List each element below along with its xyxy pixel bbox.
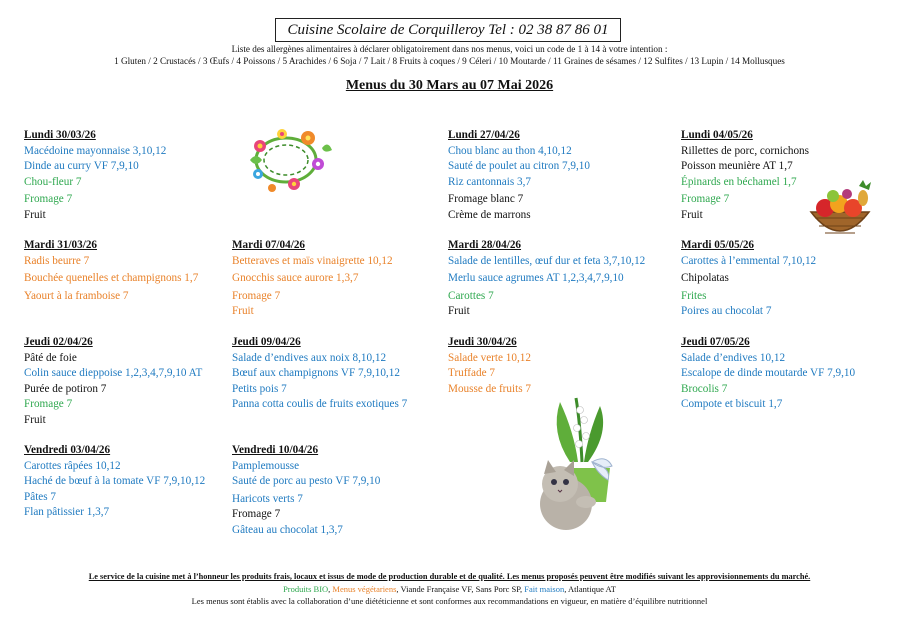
menu-item: Purée de potiron 7: [24, 382, 107, 395]
menu-item: Bouchée quenelles et champignons 1,7: [24, 272, 199, 284]
menu-item: Carottes 7: [448, 289, 494, 302]
day-title: Vendredi 03/04/26: [24, 444, 111, 456]
menu-day-mardi-05-05: [681, 238, 816, 320]
menu-item: Fromage 7: [232, 508, 281, 520]
menu-day-lundi-04-05: [681, 128, 809, 223]
menu-item: Fruit: [232, 305, 254, 317]
footer-quality-statement: Le service de la cuisine met à l’honneur les produits frais, locaux et issus de mode de production durable et de qualité. Les menus proposés peuvent être modifiés suivant les approvisionnements du marché.: [88, 572, 811, 581]
day-title: Jeudi 30/04/26: [448, 336, 517, 348]
menu-item: Frites: [681, 289, 707, 302]
menu-day-vendredi-10-04: [232, 443, 380, 538]
menu-item: Haricots verts 7: [232, 492, 303, 505]
menu-item: Gnocchis sauce aurore 1,3,7: [232, 272, 359, 284]
menu-item: Radis beurre 7: [24, 254, 90, 267]
day-title: Mardi 28/04/26: [448, 239, 522, 251]
menu-item: Fruit: [24, 413, 46, 426]
menu-item: Compote et biscuit 1,7: [681, 398, 783, 410]
menu-item: Fruit: [448, 305, 470, 317]
menu-item: Brocolis 7: [681, 382, 728, 395]
menu-item: Betteraves et maïs vinaigrette 10,12: [232, 254, 393, 267]
color-legend: Produits BIO, Menus végétariens, Viande Française VF, Sans Porc SP, Fait maison, Atlantique AT: [283, 584, 616, 594]
allergen-list: 1 Gluten / 2 Crustacés / 3 Œufs / 4 Poissons / 5 Arachides / 6 Soja / 7 Lait / 8 Fruits à coques / 9 Céleri / 10 Moutarde / 11 Graines de sésames / 12 Sulfites / 13 Lupin / 14 Mollusques: [114, 56, 785, 66]
menu-day-jeudi-30-04: [448, 335, 531, 397]
menu-period-title: Menus du 30 Mars au 07 Mai 2026: [345, 78, 554, 93]
menu-item: Fromage blanc 7: [448, 193, 524, 205]
day-title: Mardi 07/04/26: [232, 239, 306, 251]
menu-item: Mousse de fruits 7: [448, 382, 531, 395]
menu-day-vendredi-03-04: [24, 443, 205, 521]
menu-item: Fromage 7: [24, 193, 73, 205]
legend-homemade: Fait maison: [524, 584, 565, 594]
day-title: Lundi 30/03/26: [24, 129, 96, 141]
menu-item: Yaourt à la framboise 7: [24, 289, 129, 302]
day-title: Jeudi 07/05/26: [681, 336, 750, 348]
kitten-lily-of-the-valley-illustration: [530, 392, 636, 542]
menu-item: Salade verte 10,12: [448, 351, 531, 364]
menu-item: Poires au chocolat 7: [681, 305, 772, 317]
menu-item: Truffade 7: [448, 367, 495, 379]
menu-item: Haché de bœuf à la tomate VF 7,9,10,12: [24, 475, 206, 487]
day-title: Lundi 04/05/26: [681, 129, 753, 141]
menu-item: Chou blanc au thon 4,10,12: [448, 144, 572, 157]
day-title: Jeudi 02/04/26: [24, 336, 93, 348]
menu-day-lundi-27-04: [448, 128, 590, 223]
menu-item: Merlu sauce agrumes AT 1,2,3,4,7,9,10: [448, 272, 624, 284]
menu-day-jeudi-02-04: [24, 335, 202, 428]
footer-nutrition-note: Les menus sont établis avec la collaboration d’une diététicienne et sont conformes aux recommandations en vigueur, en matière d’équilibre nutritionnel: [191, 596, 708, 606]
day-title: Jeudi 09/04/26: [232, 336, 301, 348]
menu-item: Bœuf aux champignons VF 7,9,10,12: [232, 367, 400, 379]
menu-day-jeudi-09-04: [232, 335, 407, 413]
menu-item: Dinde au curry VF 7,9,10: [24, 160, 139, 172]
menu-item: Salade d’endives 10,12: [681, 351, 786, 364]
menu-item: Pamplemousse: [232, 459, 300, 472]
day-title: Mardi 05/05/26: [681, 239, 755, 251]
menu-item: Fromage 7: [232, 289, 281, 302]
menu-item: Chou-fleur 7: [24, 175, 82, 188]
menu-item: Macédoine mayonnaise 3,10,12: [24, 144, 167, 157]
legend-atlantic: Atlantique AT: [567, 584, 616, 594]
menu-item: Rillettes de porc, cornichons: [681, 144, 810, 157]
day-title: Mardi 31/03/26: [24, 239, 98, 251]
menu-item: Épinards en béchamel 1,7: [681, 175, 797, 188]
menu-item: Petits pois 7: [232, 382, 287, 395]
menu-day-mardi-31-03: [24, 238, 198, 304]
menu-item: Sauté de porc au pesto VF 7,9,10: [232, 475, 381, 487]
menu-item: Fromage 7: [24, 398, 73, 410]
day-title: Lundi 27/04/26: [448, 129, 520, 141]
legend-origin: Viande Française VF, Sans Porc SP,: [400, 584, 523, 594]
menu-day-lundi-30-03: [24, 128, 166, 223]
menu-item: Fruit: [24, 208, 46, 221]
menu-day-mardi-28-04: [448, 238, 645, 320]
fruit-basket-illustration: [805, 178, 875, 246]
menu-item: Poisson meunière AT 1,7: [681, 160, 793, 172]
menu-day-mardi-07-04: [232, 238, 393, 320]
legend-bio: Produits BIO: [283, 584, 329, 594]
menu-item: Salade d’endives aux noix 8,10,12: [232, 351, 387, 364]
menu-item: Carottes râpées 10,12: [24, 459, 121, 472]
menu-day-jeudi-07-05: [681, 335, 855, 413]
menu-item: Flan pâtissier 1,3,7: [24, 506, 110, 518]
day-title: Vendredi 10/04/26: [232, 444, 319, 456]
menu-item: Crème de marrons: [448, 208, 531, 221]
menu-item: Panna cotta coulis de fruits exotiques 7: [232, 398, 408, 410]
menu-item: Pâtes 7: [24, 490, 57, 503]
menu-item: Pâté de foie: [24, 351, 77, 364]
menu-item: Chipolatas: [681, 272, 729, 284]
menu-item: Colin sauce dieppoise 1,2,3,4,7,9,10 AT: [24, 367, 203, 379]
menu-item: Gâteau au chocolat 1,3,7: [232, 523, 343, 536]
menu-item: Riz cantonnais 3,7: [448, 175, 531, 188]
menu-item: Salade de lentilles, œuf dur et feta 3,7,10,12: [448, 254, 646, 267]
menu-item: Fruit: [681, 208, 703, 221]
allergen-intro: Liste des allergènes alimentaires à déclarer obligatoirement dans nos menus, voici un code de 1 à 14 à votre intention :: [231, 44, 668, 54]
flower-wreath-illustration: [238, 124, 334, 196]
menu-item: Fromage 7: [681, 193, 730, 205]
legend-vegetarian: Menus végétariens: [332, 584, 397, 594]
menu-item: Sauté de poulet au citron 7,9,10: [448, 160, 590, 172]
menu-item: Escalope de dinde moutarde VF 7,9,10: [681, 367, 856, 379]
menu-item: Carottes à l’emmental 7,10,12: [681, 254, 817, 267]
kitchen-title: Cuisine Scolaire de Corquilleroy Tel : 02 38 87 86 01: [275, 18, 621, 42]
